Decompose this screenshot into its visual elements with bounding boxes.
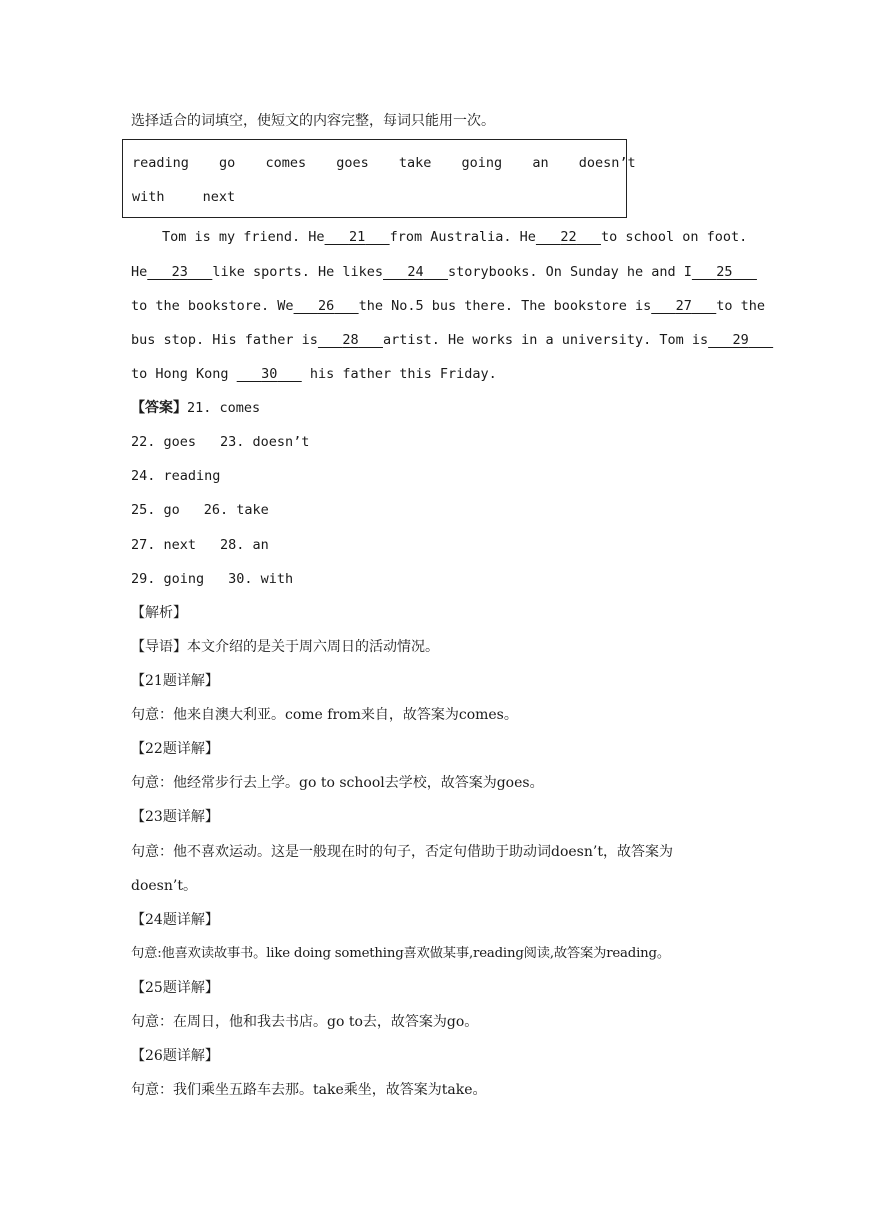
blank-22: 22 [560,229,577,245]
q21-text: 句意：他来自澳大利亚。come from来自，故答案为comes。 [131,707,518,723]
passage-text: to the bookstore. We [131,298,294,314]
q25-title: 【25题详解】 [131,980,219,996]
answer-item: 23. doesn’t [220,434,310,450]
blank-21: 21 [348,229,366,245]
word-bank-item: with [132,189,165,205]
passage-text: Tom is my friend. He [162,229,325,245]
answer-item: 24. reading [131,468,221,484]
passage-text: artist. He works in a university. Tom is [382,332,709,348]
word-bank-item: reading [132,155,189,171]
blank-28: 28 [342,332,359,348]
blank-27: 27 [675,298,692,314]
q23-text-2: doesn’t。 [131,878,197,894]
q23-title: 【23题详解】 [131,809,219,825]
answer-item: 22. goes [131,434,197,450]
answer-item: 27. next [131,537,197,553]
word-bank-item: take [398,155,432,171]
analysis-guide: 【导语】本文介绍的是关于周六周日的活动情况。 [131,639,439,655]
q21-title: 【21题详解】 [131,673,219,689]
q25-text: 句意：在周日，他和我去书店。go to去，故答案为go。 [131,1014,479,1030]
blank-29: 29 [732,332,749,348]
answer-line-5 [131,535,269,555]
passage-text: storybooks. On Sunday he and I [448,264,692,280]
q24-text: 句意:他喜欢读故事书。like doing something喜欢做某事,reading阅读,故答案为reading。 [131,946,670,961]
passage-line-4 [131,330,749,350]
answer-item: 26. take [203,502,269,518]
word-bank-row-1 [132,153,658,173]
word-bank-item: an [532,155,549,171]
q26-title: 【26题详解】 [131,1048,219,1064]
passage-text: his father this Friday. [309,366,497,382]
answer-line-3 [131,466,220,486]
passage-text: to Hong Kong [131,366,229,382]
passage-line-1 [131,227,748,247]
blank-24: 24 [407,264,424,280]
q22-text: 句意：他经常步行去上学。go to school去学校，故答案为goes。 [131,775,544,791]
answer-line-1 [131,398,260,418]
answer-line-6 [131,569,293,589]
answer-item: 25. go [131,502,180,518]
word-bank-item: doesn’t [578,155,636,171]
q22-title: 【22题详解】 [131,741,219,757]
passage-text: to the [716,298,766,314]
analysis-label: 【解析】 [131,605,187,621]
answer-item: 29. going [131,571,205,587]
passage-line-3 [131,296,766,316]
q24-title: 【24题详解】 [131,912,219,928]
word-bank-item: comes [265,155,307,171]
answer-item: 30. with [228,571,294,587]
blank-25: 25 [716,264,733,280]
blank-26: 26 [317,298,335,314]
passage-text: from Australia. He [389,229,536,245]
instruction-text: 选择适合的词填空，使短文的内容完整，每词只能用一次。 [131,113,495,129]
answer-item: 21. comes [187,400,261,416]
word-bank-box [122,139,636,218]
word-bank-row-2 [132,187,257,207]
word-bank-item: going [461,155,503,171]
passage-text: bus stop. His father is [131,332,318,348]
passage-text: like sports. He likes [212,264,383,280]
answer-line-4 [131,500,269,520]
passage-text: He [131,264,148,280]
answer-line-2 [131,432,309,452]
passage-text: to school on foot. [600,229,748,245]
q23-text-1: 句意：他不喜欢运动。这是一般现在时的句子，否定句借助于助动词doesn’t，故答案为 [131,844,673,860]
answer-label: 【答案】 [131,400,187,416]
blank-30: 30 [261,366,278,382]
q26-text: 句意：我们乘坐五路车去那。take乘坐，故答案为take。 [131,1082,487,1098]
blank-23: 23 [171,264,188,280]
word-bank-item: go [219,155,236,171]
word-bank-item: goes [336,155,369,171]
passage-text: the No.5 bus there. The bookstore is [358,298,652,314]
passage-line-5 [131,364,737,384]
answer-item: 28. an [220,537,269,553]
passage-line-2 [131,262,737,282]
word-bank-item: next [202,189,236,205]
